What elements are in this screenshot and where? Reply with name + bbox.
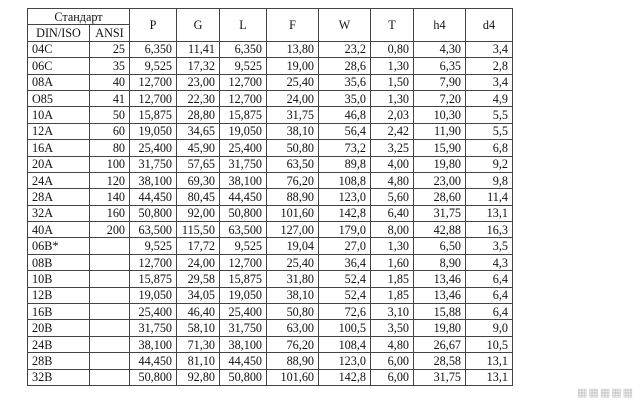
cell-d4: 5,5 [466,123,513,139]
cell-p: 63,500 [130,222,177,238]
cell-g: 58,10 [177,320,220,336]
cell-d4: 13,1 [466,369,513,385]
cell-d4: 4,3 [466,254,513,270]
cell-h4: 6,35 [414,58,466,74]
cell-ansi [90,320,130,336]
param-header-f: F [267,9,319,42]
cell-d4: 6,4 [466,287,513,303]
table-row [28,336,513,352]
cell-din-iso: 12B [28,287,90,303]
cell-w: 100,5 [319,320,371,336]
cell-f: 31,75 [267,107,319,123]
table-row [28,156,513,172]
cell-t: 1,85 [371,271,414,287]
cell-f: 19,00 [267,58,319,74]
cell-w: 142,8 [319,369,371,385]
cell-g: 11,41 [177,41,220,57]
cell-ansi: 160 [90,205,130,221]
cell-din-iso: 24B [28,336,90,352]
cell-t: 4,00 [371,156,414,172]
cell-din-iso: 10A [28,107,90,123]
cell-h4: 4,30 [414,41,466,57]
cell-t: 3,50 [371,320,414,336]
cell-f: 88,90 [267,189,319,205]
cell-t: 2,03 [371,107,414,123]
cell-l: 12,700 [220,74,267,90]
cell-w: 28,6 [319,58,371,74]
cell-ansi: 40 [90,74,130,90]
cell-w: 27,0 [319,238,371,254]
cell-d4: 16,3 [466,222,513,238]
cell-d4: 11,4 [466,189,513,205]
cell-f: 76,20 [267,336,319,352]
cell-g: 34,05 [177,287,220,303]
cell-g: 115,50 [177,222,220,238]
table-row [28,320,513,336]
cell-g: 29,58 [177,271,220,287]
cell-w: 35,0 [319,90,371,106]
table-row [28,287,513,303]
cell-h4: 28,58 [414,353,466,369]
param-header-l: L [220,9,267,42]
cell-g: 34,65 [177,123,220,139]
cell-p: 15,875 [130,271,177,287]
table-row [28,107,513,123]
cell-g: 69,30 [177,172,220,188]
cell-f: 38,10 [267,287,319,303]
cell-l: 31,750 [220,320,267,336]
cell-d4: 9,0 [466,320,513,336]
cell-ansi: 35 [90,58,130,74]
cell-d4: 6,4 [466,304,513,320]
cell-ansi: 41 [90,90,130,106]
cell-d4: 5,5 [466,107,513,123]
cell-p: 19,050 [130,287,177,303]
cell-w: 72,6 [319,304,371,320]
cell-p: 25,400 [130,304,177,320]
cell-g: 80,45 [177,189,220,205]
cell-w: 36,4 [319,254,371,270]
cell-g: 92,00 [177,205,220,221]
cell-d4: 6,8 [466,140,513,156]
cell-w: 123,0 [319,353,371,369]
cell-din-iso: 04C [28,41,90,57]
cell-d4: 9,2 [466,156,513,172]
cell-f: 63,00 [267,320,319,336]
cell-t: 3,25 [371,140,414,156]
cell-p: 6,350 [130,41,177,57]
param-header-p: P [130,9,177,42]
cell-f: 127,00 [267,222,319,238]
cell-l: 15,875 [220,271,267,287]
cell-w: 52,4 [319,287,371,303]
cell-h4: 42,88 [414,222,466,238]
cell-f: 88,90 [267,353,319,369]
cell-p: 25,400 [130,140,177,156]
cell-h4: 26,67 [414,336,466,352]
cell-p: 31,750 [130,320,177,336]
cell-l: 15,875 [220,107,267,123]
cell-f: 50,80 [267,140,319,156]
cell-w: 179,0 [319,222,371,238]
cell-d4: 9,8 [466,172,513,188]
chain-spec-table [27,8,513,386]
cell-din-iso: 20B [28,320,90,336]
cell-l: 12,700 [220,254,267,270]
cell-t: 8,00 [371,222,414,238]
cell-l: 31,750 [220,156,267,172]
cell-t: 6,00 [371,353,414,369]
cell-l: 9,525 [220,238,267,254]
cell-l: 25,400 [220,304,267,320]
cell-ansi [90,254,130,270]
table-row [28,140,513,156]
cell-p: 9,525 [130,238,177,254]
table-row [28,369,513,385]
cell-w: 142,8 [319,205,371,221]
cell-p: 38,100 [130,336,177,352]
cell-din-iso: 06B* [28,238,90,254]
cell-d4: 2,8 [466,58,513,74]
cell-h4: 15,90 [414,140,466,156]
cell-din-iso: 12A [28,123,90,139]
cell-p: 15,875 [130,107,177,123]
cell-t: 5,60 [371,189,414,205]
cell-h4: 7,90 [414,74,466,90]
cell-g: 46,40 [177,304,220,320]
cell-t: 1,50 [371,74,414,90]
cell-w: 108,4 [319,336,371,352]
cell-din-iso: 08B [28,254,90,270]
cell-p: 44,450 [130,353,177,369]
cell-h4: 6,50 [414,238,466,254]
table-row [28,189,513,205]
cell-din-iso: 16A [28,140,90,156]
table-row [28,222,513,238]
cell-ansi [90,271,130,287]
cell-din-iso: 20A [28,156,90,172]
cell-w: 56,4 [319,123,371,139]
cell-din-iso: 28A [28,189,90,205]
param-header-d4: d4 [466,9,513,42]
cell-ansi [90,238,130,254]
cell-l: 44,450 [220,189,267,205]
cell-h4: 19,80 [414,320,466,336]
cell-ansi: 200 [90,222,130,238]
cell-l: 9,525 [220,58,267,74]
cell-h4: 15,88 [414,304,466,320]
cell-p: 9,525 [130,58,177,74]
cell-t: 4,80 [371,172,414,188]
cell-g: 17,72 [177,238,220,254]
cell-din-iso: 08A [28,74,90,90]
cell-ansi: 50 [90,107,130,123]
table-body [28,41,513,385]
cell-l: 12,700 [220,90,267,106]
cell-l: 19,050 [220,123,267,139]
cell-ansi: 140 [90,189,130,205]
cell-f: 19,04 [267,238,319,254]
cell-g: 92,80 [177,369,220,385]
table-row [28,58,513,74]
cell-d4: 10,5 [466,336,513,352]
cell-w: 73,2 [319,140,371,156]
cell-din-iso: 40A [28,222,90,238]
cell-h4: 23,00 [414,172,466,188]
cell-din-iso: 16B [28,304,90,320]
table-header [28,9,513,42]
cell-h4: 13,46 [414,271,466,287]
cell-f: 50,80 [267,304,319,320]
cell-g: 45,90 [177,140,220,156]
cell-p: 50,800 [130,205,177,221]
cell-p: 12,700 [130,74,177,90]
cell-h4: 11,90 [414,123,466,139]
cell-l: 25,400 [220,140,267,156]
cell-l: 38,100 [220,172,267,188]
cell-h4: 13,46 [414,287,466,303]
din-iso-header: DIN/ISO [28,25,90,41]
cell-f: 24,00 [267,90,319,106]
ansi-header: ANSI [90,25,130,41]
cell-h4: 31,75 [414,205,466,221]
cell-p: 12,700 [130,254,177,270]
cell-d4: 13,1 [466,353,513,369]
cell-d4: 13,1 [466,205,513,221]
cell-d4: 6,4 [466,271,513,287]
cell-ansi [90,353,130,369]
standard-header: Стандарт [28,9,130,25]
cell-l: 50,800 [220,205,267,221]
param-header-g: G [177,9,220,42]
cell-t: 1,30 [371,238,414,254]
cell-d4: 3,4 [466,41,513,57]
cell-w: 35,6 [319,74,371,90]
cell-t: 1,30 [371,90,414,106]
cell-din-iso: O85 [28,90,90,106]
cell-ansi: 120 [90,172,130,188]
cell-din-iso: 06C [28,58,90,74]
cell-t: 3,10 [371,304,414,320]
cell-w: 89,8 [319,156,371,172]
table-row [28,353,513,369]
cell-din-iso: 32B [28,369,90,385]
cell-ansi: 80 [90,140,130,156]
cell-f: 25,40 [267,254,319,270]
cell-t: 6,40 [371,205,414,221]
cell-t: 1,60 [371,254,414,270]
cell-t: 2,42 [371,123,414,139]
table-row [28,254,513,270]
cell-ansi [90,336,130,352]
cell-h4: 10,30 [414,107,466,123]
param-header-t: T [371,9,414,42]
table-row [28,74,513,90]
cell-g: 57,65 [177,156,220,172]
table-row [28,41,513,57]
cell-l: 44,450 [220,353,267,369]
cell-d4: 3,4 [466,74,513,90]
cell-p: 12,700 [130,90,177,106]
cell-h4: 31,75 [414,369,466,385]
cell-d4: 4,9 [466,90,513,106]
cell-h4: 28,60 [414,189,466,205]
cell-h4: 7,20 [414,90,466,106]
cell-l: 38,100 [220,336,267,352]
table-row [28,123,513,139]
cell-w: 123,0 [319,189,371,205]
table-row [28,90,513,106]
table-row [28,304,513,320]
cell-w: 46,8 [319,107,371,123]
cell-t: 1,30 [371,58,414,74]
cell-l: 50,800 [220,369,267,385]
cell-g: 23,00 [177,74,220,90]
cell-f: 13,80 [267,41,319,57]
cell-p: 50,800 [130,369,177,385]
cell-t: 6,00 [371,369,414,385]
cell-din-iso: 32A [28,205,90,221]
cell-h4: 8,90 [414,254,466,270]
cell-ansi: 25 [90,41,130,57]
cell-f: 38,10 [267,123,319,139]
cell-g: 22,30 [177,90,220,106]
cell-f: 76,20 [267,172,319,188]
cell-ansi [90,304,130,320]
cell-ansi: 60 [90,123,130,139]
cell-p: 38,100 [130,172,177,188]
cell-p: 31,750 [130,156,177,172]
cell-din-iso: 10B [28,271,90,287]
cell-d4: 3,5 [466,238,513,254]
cell-f: 25,40 [267,74,319,90]
cell-p: 44,450 [130,189,177,205]
cell-ansi [90,287,130,303]
cell-l: 6,350 [220,41,267,57]
cell-t: 4,80 [371,336,414,352]
cell-t: 1,85 [371,287,414,303]
cell-g: 71,30 [177,336,220,352]
cell-w: 23,2 [319,41,371,57]
table-row [28,238,513,254]
cell-l: 63,500 [220,222,267,238]
cell-h4: 19,80 [414,156,466,172]
cell-ansi: 100 [90,156,130,172]
watermark: ▦▦▦▦▦ [577,386,634,399]
cell-t: 0,80 [371,41,414,57]
param-header-h4: h4 [414,9,466,42]
cell-f: 63,50 [267,156,319,172]
cell-g: 24,00 [177,254,220,270]
table-row [28,205,513,221]
cell-f: 31,80 [267,271,319,287]
cell-ansi [90,369,130,385]
cell-f: 101,60 [267,369,319,385]
cell-f: 101,60 [267,205,319,221]
table-row [28,271,513,287]
cell-p: 19,050 [130,123,177,139]
chain-spec-table-container [27,8,513,386]
cell-din-iso: 28B [28,353,90,369]
cell-g: 81,10 [177,353,220,369]
cell-l: 19,050 [220,287,267,303]
cell-din-iso: 24A [28,172,90,188]
cell-g: 17,32 [177,58,220,74]
table-row [28,172,513,188]
cell-w: 52,4 [319,271,371,287]
param-header-w: W [319,9,371,42]
cell-g: 28,80 [177,107,220,123]
cell-w: 108,8 [319,172,371,188]
